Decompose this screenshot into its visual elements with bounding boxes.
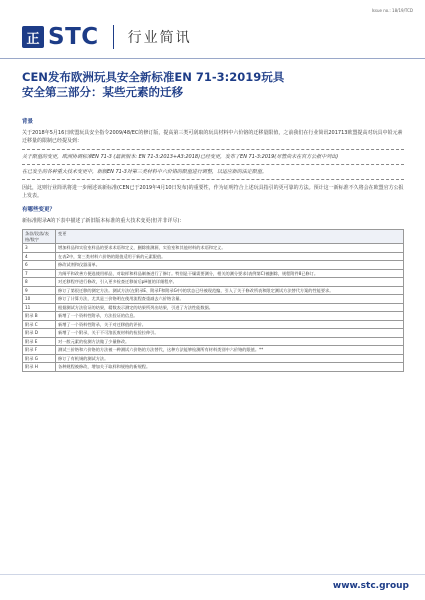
change-cell: 新增了一个资料性附录，方法验证的信息。 bbox=[56, 312, 404, 321]
table-row bbox=[23, 295, 404, 304]
clause-cell: 3 bbox=[23, 244, 56, 253]
logo-text: STC bbox=[48, 24, 99, 50]
clause-cell: 附录 G bbox=[23, 354, 56, 363]
quote-block bbox=[22, 149, 404, 180]
issue-number: Issue no.: 18/19/TCD bbox=[371, 8, 413, 13]
footer-rule bbox=[0, 574, 425, 575]
table-row bbox=[23, 363, 404, 372]
changes-intro: 新标准附录A的下表中描述了新旧版本标准的重大技术变更(但并非详尽)： bbox=[22, 218, 185, 224]
header-change: 变更 bbox=[56, 230, 404, 244]
background-paragraph-2: 因此，这则行业简讯将进一步阐述该新标准(CEN已于2019年4月10日发布)的重要性，作为证明符合上述玩具指引的更可靠的方法。预计这一新标准不久将会在欧盟官方公报上发表。 bbox=[22, 185, 404, 199]
page-title bbox=[22, 70, 402, 100]
change-cell: 新增了一个资料性附录，关于对迁移值的评价。 bbox=[56, 320, 404, 329]
clause-cell: 8 bbox=[23, 278, 56, 287]
clause-cell: 附录 D bbox=[23, 329, 56, 338]
table-row bbox=[23, 354, 404, 363]
table-row bbox=[23, 329, 404, 338]
change-cell: 修订了第很迁移的测定方法。测试方法(在附录E、附录F和附录G中)的状态已经被现范编，引入了关于修改所表和限定测试方法替代方案的性能要求。 bbox=[56, 286, 404, 295]
change-cell: 对一般元素的检测方法做了少量修改。 bbox=[56, 337, 404, 346]
table-row bbox=[23, 312, 404, 321]
top-rule bbox=[0, 58, 425, 59]
clause-cell: 7 bbox=[23, 269, 56, 278]
header-clause: 条款/段落/表格/数字 bbox=[23, 230, 56, 244]
clause-cell: 附录 F bbox=[23, 346, 56, 355]
title-line-1: CEN发布欧洲玩具安全新标准EN 71-3:2019玩具 bbox=[22, 70, 285, 84]
changes-table bbox=[22, 229, 404, 372]
change-cell: 根据测试方法验证的结果，精数表示测定的结果所列出结果，引进了方法性能数据。 bbox=[56, 303, 404, 312]
table-row bbox=[23, 303, 404, 312]
clause-cell: 10 bbox=[23, 295, 56, 304]
change-cell: 修订了计算方法，尤其是三价铬明在使用流程查重减去六价铬含量。 bbox=[56, 295, 404, 304]
table-header-row bbox=[23, 230, 404, 244]
clause-cell: 9 bbox=[23, 286, 56, 295]
title-line-2: 安全第三部分：某些元素的迁移 bbox=[22, 85, 183, 99]
table-row bbox=[23, 320, 404, 329]
change-cell: 对迁移程序进行修改，引入更多检查迁移前后pH值的详细程序。 bbox=[56, 278, 404, 287]
table-row bbox=[23, 346, 404, 355]
clause-cell: 附录 H bbox=[23, 363, 56, 372]
quote-1: 关于限值的变更，欧洲协调标准EN 71-3 (最新版本: EN 71-3:2013+A3:2018)已经变更，发布了EN 71-3:2019(尽管尚未在官方公报中列出) bbox=[22, 154, 339, 160]
page-header bbox=[22, 20, 192, 54]
stc-logo-icon: 正 bbox=[22, 26, 44, 48]
table-row bbox=[23, 278, 404, 287]
change-cell: 测试三价铬和六价铬的方法被一种测试六价铬的方法替代，这种方法能够检测所有材料类别中六价铬的限值。** bbox=[56, 346, 404, 355]
table-row bbox=[23, 269, 404, 278]
change-cell: 修改试剂和仪器清单。 bbox=[56, 261, 404, 270]
change-cell: 新增了一个附录，关于不可溶医废材料的检验拉伸引。 bbox=[56, 329, 404, 338]
background-paragraph-1: 关于2018年5月16日欧盟玩具安全指令2009/48/EC的修订版，提高第三类可刮取的玩具材料中六价铬的迁移量限值，之前我们在行业简讯201713欧盟提高对玩具中铅元素迁移量的限制已经提及到： bbox=[22, 130, 403, 144]
clause-cell: 附录 C bbox=[23, 320, 56, 329]
article-body bbox=[22, 118, 404, 372]
section-title: 行业简讯 bbox=[127, 30, 192, 46]
page-footer bbox=[0, 574, 425, 600]
clause-cell: 6 bbox=[23, 261, 56, 270]
table-row bbox=[23, 252, 404, 261]
table-body bbox=[23, 244, 404, 372]
clause-cell: 11 bbox=[23, 303, 56, 312]
change-cell: 修订了有机锡的测试方法。 bbox=[56, 354, 404, 363]
background-heading: 背景 bbox=[22, 119, 34, 125]
clause-cell: 附录 B bbox=[23, 312, 56, 321]
table-row bbox=[23, 337, 404, 346]
clause-cell: 4 bbox=[23, 252, 56, 261]
change-cell: 为阐平和改善方便选使用样品，对取样和样品制备进行了修订。特别是干燥需要测分，相关的测分要求(表例第C)被删除，规程附件8已修订。 bbox=[56, 269, 404, 278]
quote-2: 在已发生的各种重大技术变更中，新版EN 71-3对第三类材料中六价铬的限值进行调整，以适应新的法定限值。 bbox=[22, 169, 267, 175]
change-cell: 增加样品和实验室样品的要求术语和定义，删除推测源，实验室和其他材料的术语和定义。 bbox=[56, 244, 404, 253]
clause-cell: 附录 E bbox=[23, 337, 56, 346]
table-row bbox=[23, 261, 404, 270]
quote-divider bbox=[22, 164, 404, 165]
change-cell: 在表2中，第三类材料六价铬的限值适用于新的元素限值。 bbox=[56, 252, 404, 261]
changes-heading: 有哪些变更？ bbox=[22, 207, 56, 213]
header-divider bbox=[113, 25, 114, 49]
footer-url[interactable]: www.stc.group bbox=[332, 581, 409, 591]
table-row bbox=[23, 286, 404, 295]
table-row bbox=[23, 244, 404, 253]
change-cell: 各种规程被修改，增加关于取样和规格的新规程。 bbox=[56, 363, 404, 372]
